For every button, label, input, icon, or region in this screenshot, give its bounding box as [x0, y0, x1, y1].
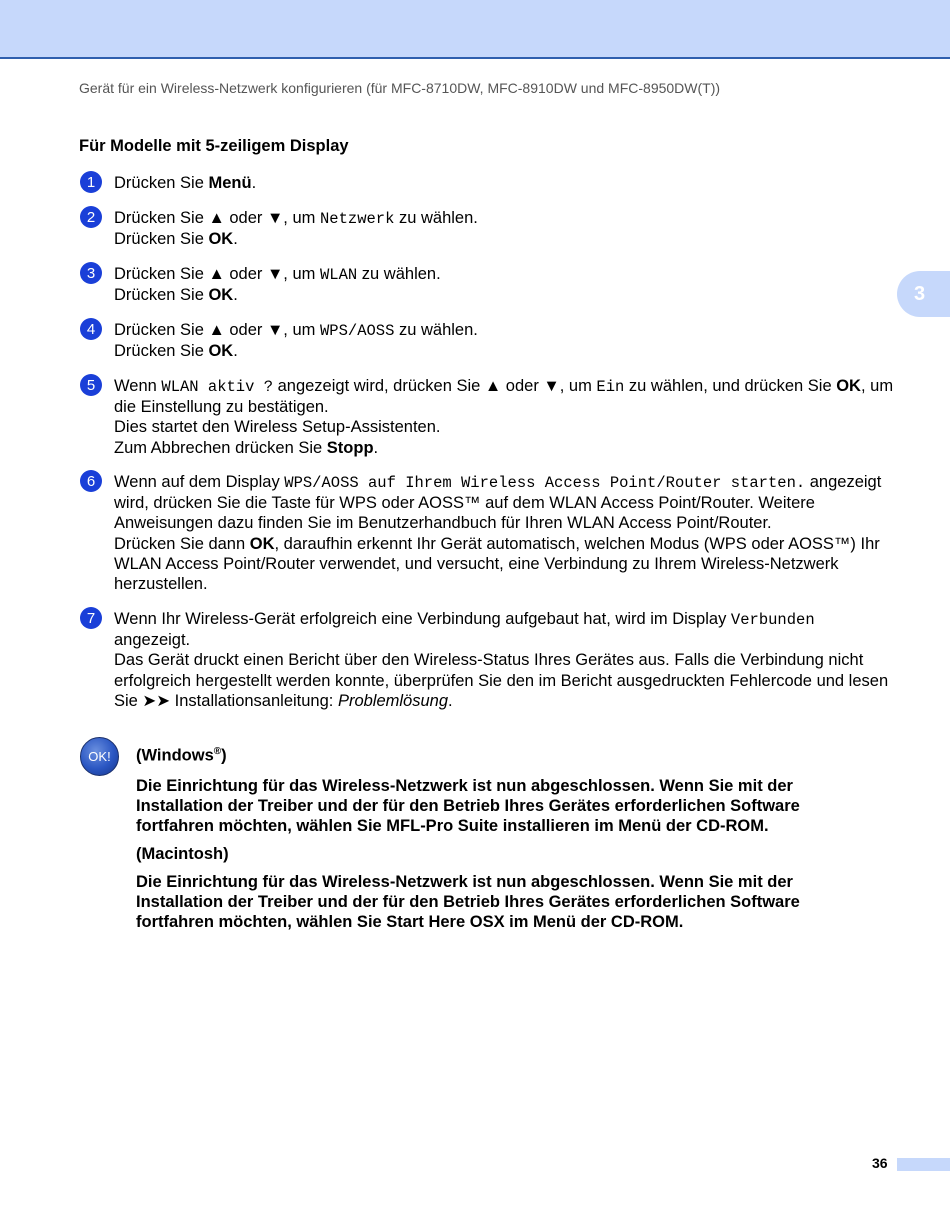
step-5-wizard-note: Dies startet den Wireless Setup-Assistenten.	[114, 418, 441, 437]
step-number-5: 5	[80, 374, 102, 396]
macintosh-completion-text: Die Einrichtung für das Wireless-Netzwerk ist nun abgeschlossen. Wenn Sie mit der Installation der Treiber und der für den Betrieb Ihres Gerätes erforderlichen Software fortfahren möchten, wählen Sie Start Here OSX im Menü der CD-ROM.	[136, 872, 800, 931]
step-7	[114, 609, 894, 711]
step-5-text-mid2: zu wählen, und drücken Sie	[624, 377, 837, 395]
step-7-text: Wenn Ihr Wireless-Gerät erfolgreich eine Verbindung aufgebaut hat, wird im Display	[114, 610, 731, 628]
step-1-text: Drücken Sie	[114, 174, 209, 192]
ok-badge-icon: OK!	[80, 737, 119, 776]
display-text-ein: Ein	[596, 378, 625, 396]
step-4-text-end: zu wählen.	[394, 321, 478, 339]
step-5-text-mid: angezeigt wird, drücken Sie ▲ oder ▼, um	[273, 377, 597, 395]
step-6-press: Drücken Sie dann	[114, 534, 250, 553]
running-header: Gerät für ein Wireless-Netzwerk konfigurieren (für MFC-8710DW, MFC-8910DW und MFC-8950DW(T))	[79, 80, 721, 96]
step-2-period: .	[233, 230, 238, 249]
display-text-wlan-aktiv: WLAN aktiv ?	[161, 378, 274, 396]
step-3-text: Drücken Sie ▲ oder ▼, um	[114, 265, 320, 283]
troubleshooting-reference: Problemlösung	[337, 691, 449, 710]
ok-key-label: OK	[836, 377, 861, 395]
step-number-4: 4	[80, 318, 102, 340]
step-3-text-end: zu wählen.	[357, 265, 441, 283]
step-5-period: .	[373, 438, 379, 457]
display-text-verbunden: Verbunden	[730, 611, 815, 629]
ok-key-label: OK	[249, 534, 275, 553]
step-2-text: Drücken Sie ▲ oder ▼, um	[114, 209, 320, 227]
ok-key-label: OK	[208, 286, 234, 305]
ok-key-label: OK	[208, 342, 234, 361]
step-number-7: 7	[80, 607, 102, 629]
top-banner	[0, 0, 950, 59]
windows-completion-text: Die Einrichtung für das Wireless-Netzwerk ist nun abgeschlossen. Wenn Sie mit der Installation der Treiber und der für den Betrieb Ihres Gerätes erforderlichen Software fortfahren möchten, wählen Sie MFL-Pro Suite installieren im Menü der CD-ROM.	[136, 776, 800, 836]
display-text-wps-start: WPS/AOSS auf Ihrem Wireless Access Point/Router starten.	[284, 474, 806, 492]
section-title: Für Modelle mit 5-zeiligem Display	[79, 137, 349, 155]
completion-note	[136, 742, 856, 932]
windows-heading-close: )	[221, 746, 227, 765]
stop-key-label: Stopp	[326, 438, 374, 457]
step-4-text: Drücken Sie ▲ oder ▼, um	[114, 321, 320, 339]
step-number-3: 3	[80, 262, 102, 284]
menu-key-label: Menü	[208, 174, 252, 192]
step-1-period: .	[251, 174, 257, 192]
display-text-netzwerk: Netzwerk	[319, 210, 395, 228]
step-5-text: Wenn	[114, 377, 162, 395]
windows-heading: (Windows	[136, 746, 214, 765]
page-number: 36	[872, 1155, 888, 1171]
registered-mark: ®	[213, 746, 222, 757]
macintosh-heading: (Macintosh)	[136, 845, 229, 864]
step-number-6: 6	[80, 470, 102, 492]
step-5	[114, 376, 894, 458]
step-number-2: 2	[80, 206, 102, 228]
step-4-period: .	[233, 342, 238, 361]
display-text-wlan: WLAN	[319, 266, 358, 284]
step-5-cancel-text: Zum Abbrechen drücken Sie	[114, 438, 327, 457]
ok-key-label: OK	[208, 230, 234, 249]
display-text-wps-aoss: WPS/AOSS	[319, 322, 395, 340]
step-6	[114, 472, 894, 594]
page-number-bar	[897, 1158, 950, 1171]
step-7-period: .	[448, 691, 453, 710]
step-number-1: 1	[80, 171, 102, 193]
step-5-text-end: , um die Einstellung zu bestätigen.	[114, 377, 894, 417]
step-3-period: .	[233, 286, 238, 305]
step-7-text-end: angezeigt.	[114, 631, 191, 650]
step-7-report-text: Das Gerät druckt einen Bericht über den Wireless-Status Ihres Gerätes aus. Falls die Verbindung nicht erfolgreich hergestellt werden konnte, überprüfen Sie den im Bericht ausgedruckten Fehlercode und lesen Sie ➤➤ Installationsanleitung:	[114, 651, 889, 710]
step-2	[114, 208, 894, 249]
step-6-detect-text: , daraufhin erkennt Ihr Gerät automatisch, welchen Modus (WPS oder AOSS™) Ihr WLAN Access Point/Router verwendet, und versucht, eine Verbindung zu Ihrem Wireless-Netzwerk herzustellen.	[114, 534, 880, 594]
step-2-press: Drücken Sie	[114, 230, 209, 249]
step-4	[114, 320, 894, 361]
chapter-tab: 3	[897, 271, 950, 317]
step-4-press: Drücken Sie	[114, 342, 209, 361]
step-3	[114, 264, 894, 305]
step-1	[114, 173, 894, 193]
step-2-text-end: zu wählen.	[394, 209, 478, 227]
step-6-text: Wenn auf dem Display	[114, 473, 285, 491]
step-3-press: Drücken Sie	[114, 286, 209, 305]
step-6-text-end: angezeigt wird, drücken Sie die Taste für WPS oder AOSS™ auf dem WLAN Access Point/Router. Weitere Anweisungen dazu finden Sie im Benutzerhandbuch für Ihren WLAN Access Point/Router.	[114, 473, 882, 533]
